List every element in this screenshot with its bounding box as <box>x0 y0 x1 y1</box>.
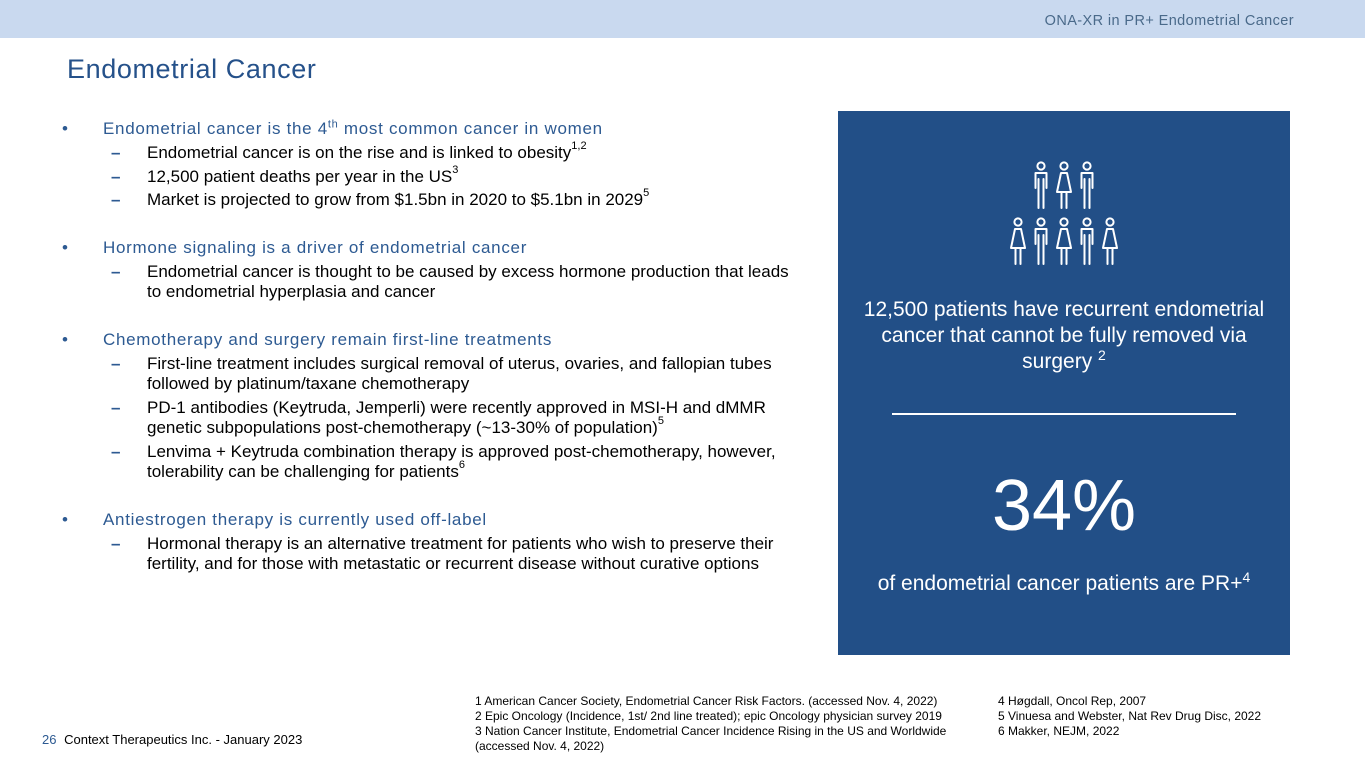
bullet-dot: • <box>62 509 69 529</box>
section-treatments <box>62 329 792 483</box>
footer-company: Context Therapeutics Inc. - January 2023 <box>64 732 303 747</box>
list-item: – Market is projected to grow from $1.5bn in 2020 to $5.1bn in 2029$^5$ <box>111 187 650 209</box>
list-item: – First-line treatment includes surgical removal of uterus, ovaries, and fallopian tubes followed by platinum/taxane chemotherapy <box>111 353 772 393</box>
dash-bullet: – <box>111 261 121 281</box>
page-number: 26 <box>42 732 57 747</box>
bullet-dot: • <box>62 119 69 138</box>
recurrence-stat-text: 12,500 patients have recurrent endometrial cancer that cannot be fully removed via surgery $^2$ <box>863 298 1265 373</box>
pr-caption: of endometrial cancer patients are PR+$^4$ <box>877 569 1251 595</box>
section-heading: • Chemotherapy and surgery remain first-line treatments <box>62 329 553 349</box>
reference-item: 1 American Cancer Society, Endometrial Cancer Risk Factors. (accessed Nov. 4, 2022) <box>475 694 938 708</box>
list-item: – Lenvima + Keytruda combination therapy is approved post-chemotherapy, however, tolerability can be challenging for patients$^6$ <box>111 441 776 481</box>
references-left <box>475 694 985 754</box>
deck-title: ONA-XR in PR+ Endometrial Cancer <box>1044 13 1294 29</box>
dash-bullet: – <box>111 397 121 417</box>
bullet-dot: • <box>62 329 69 349</box>
dash-bullet: – <box>111 533 121 553</box>
section-heading: • Hormone signaling is a driver of endometrial cancer <box>62 237 528 257</box>
section-hormone <box>62 237 792 303</box>
footer <box>42 732 302 747</box>
references-right <box>998 694 1328 739</box>
reference-item: 5 Vinuesa and Webster, Nat Rev Drug Disc, 2022 <box>998 709 1262 723</box>
page-title: Endometrial Cancer <box>67 54 317 84</box>
reference-item: 6 Makker, NEJM, 2022 <box>998 724 1120 738</box>
bullet-list <box>62 118 792 601</box>
header-band <box>0 0 1365 38</box>
list-item: – PD-1 antibodies (Keytruda, Jemperli) were recently approved in MSI-H and dMMR genetic subpopulations post-chemotherapy (~13-30% of population)$^5$ <box>111 397 766 437</box>
stat-panel <box>838 111 1290 655</box>
section-antiestrogen <box>62 509 792 575</box>
dash-bullet: – <box>111 143 121 162</box>
divider-line <box>892 413 1236 415</box>
list-item: – Endometrial cancer is on the rise and is linked to obesity$^{1,2}$ <box>111 140 587 162</box>
list-item: – Endometrial cancer is thought to be caused by excess hormone production that leads to endometrial hyperplasia and cancer <box>111 261 789 301</box>
reference-item: 4 Høgdall, Oncol Rep, 2007 <box>998 694 1147 708</box>
dash-bullet: – <box>111 166 121 186</box>
list-item: – 12,500 patient deaths per year in the $US^3$ <box>111 163 459 186</box>
section-prevalence <box>62 118 792 211</box>
list-item: – Hormonal therapy is an alternative treatment for patients who wish to preserve their fertility, and for those with metastatic or recurrent disease without curative options <box>111 533 774 573</box>
section-heading: • Antiestrogen therapy is currently used off-label <box>62 509 487 529</box>
reference-item: 2 Epic Oncology (Incidence, 1st/ 2nd line treated); epic Oncology physician survey 2019 <box>475 709 942 723</box>
dash-bullet: – <box>111 353 121 373</box>
dash-bullet: – <box>111 441 121 461</box>
dash-bullet: – <box>111 190 121 209</box>
pr-percentage: 34% <box>991 466 1137 546</box>
section-heading: • Endometrial cancer is the 4th most common cancer in women <box>62 118 603 138</box>
reference-item: 3 Nation Cancer Institute, Endometrial Cancer Incidence Rising in the US and Worldwide (accessed Nov. 4, 2022) <box>475 724 947 753</box>
bullet-dot: • <box>62 237 69 257</box>
people-group-icon <box>1006 161 1122 271</box>
